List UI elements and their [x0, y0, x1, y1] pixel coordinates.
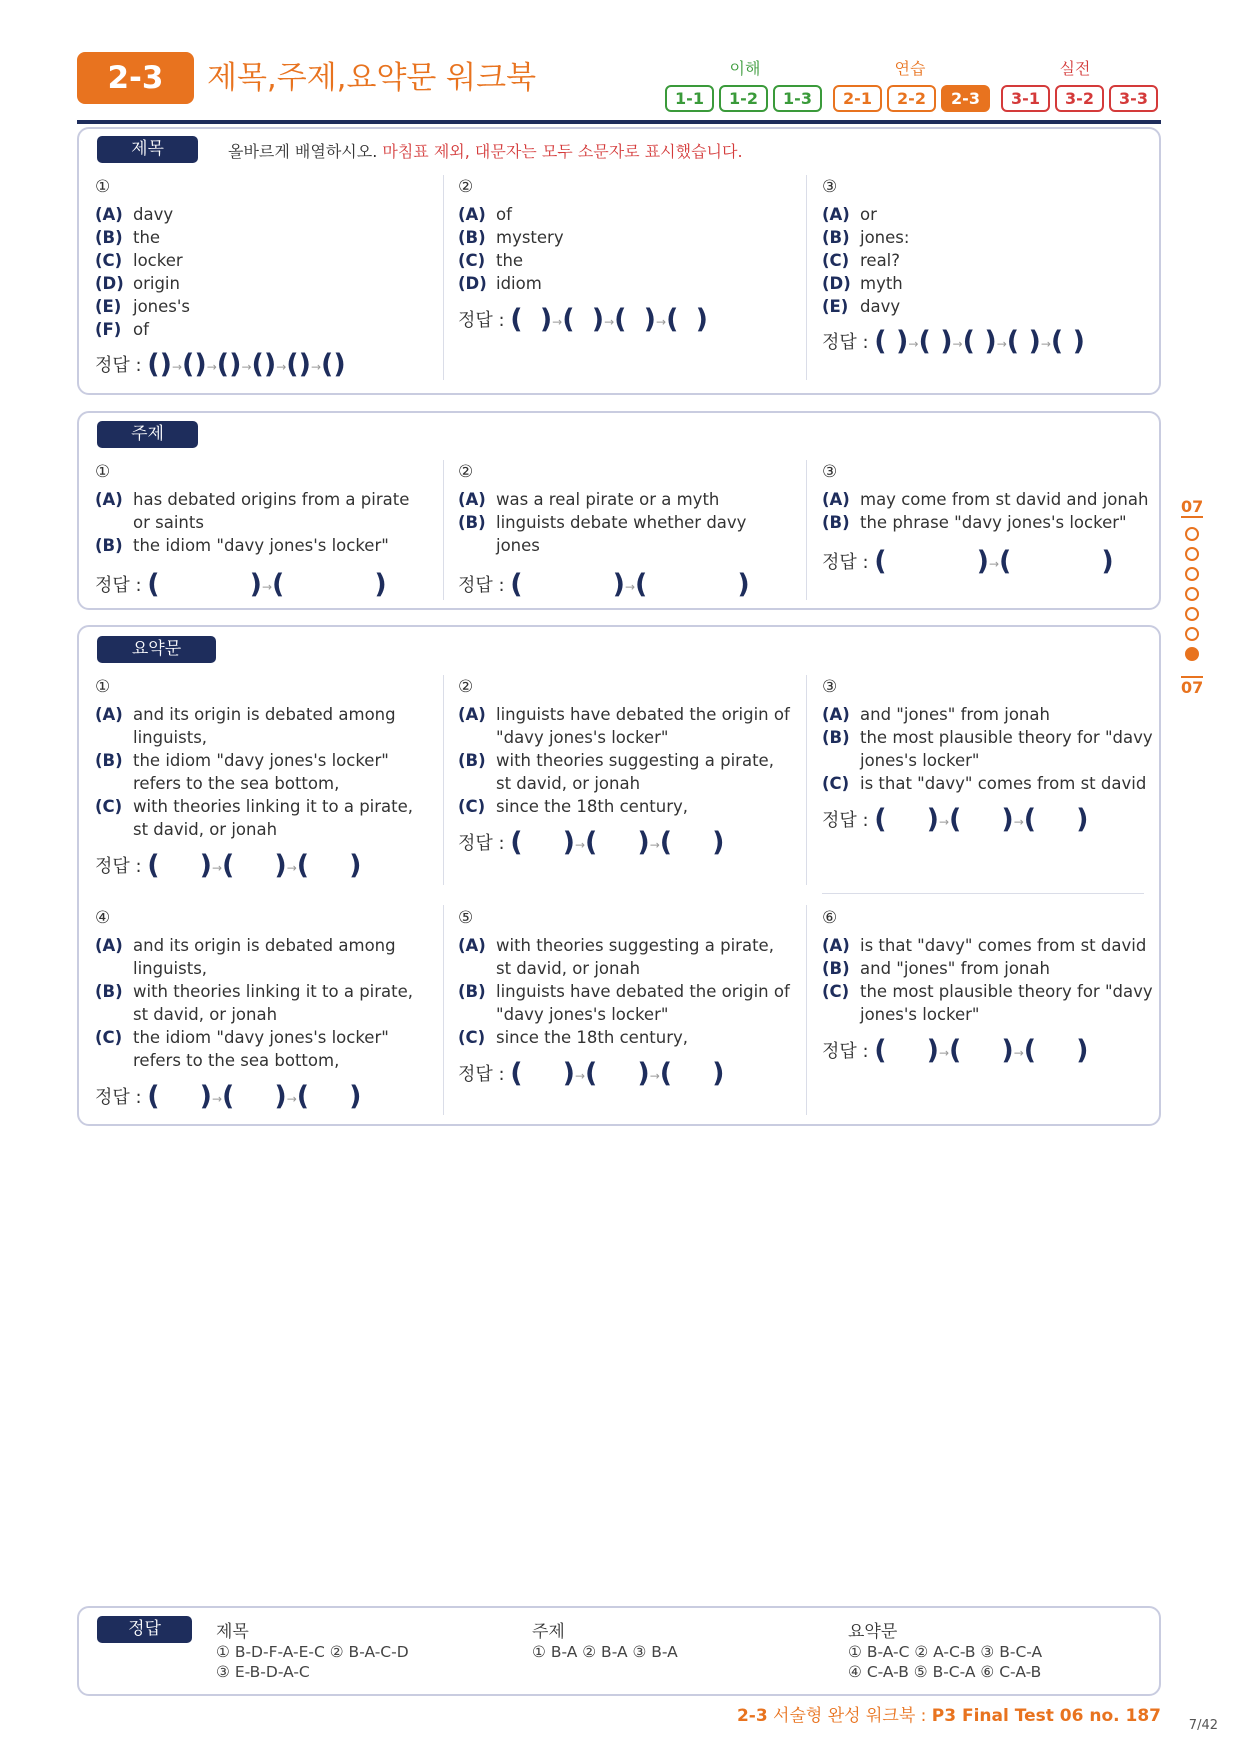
answer-line[interactable]: 정답 : ()→()→()→()→()→() — [95, 349, 346, 380]
page-number: 7/42 — [1188, 1718, 1218, 1733]
footer-text: 서술형 완성 워크북 : — [767, 1706, 932, 1726]
page-title: 제목,주제,요약문 워크북 — [207, 60, 537, 96]
divider — [443, 460, 444, 600]
section-label-summary: 요약문 — [97, 636, 216, 663]
answer-line[interactable]: 정답 : ( )→( )→( ) — [95, 850, 362, 881]
list-item: (D) idiom — [458, 274, 542, 293]
list-item: (C) with theories linking it to a pirate, st david, or jonah — [95, 797, 414, 839]
list-item: (B) linguists debate whether davy jones — [458, 513, 747, 555]
divider — [443, 175, 444, 380]
list-item: (B) and "jones" from jonah — [822, 959, 1050, 978]
title-question-2 — [458, 176, 793, 295]
list-item: (A) and its origin is debated among linguists, — [95, 936, 396, 978]
progress-dot — [1185, 527, 1199, 541]
divider — [806, 460, 807, 600]
step-3-2[interactable]: 3-2 — [1055, 85, 1104, 112]
answer-key-summary-head: 요약문 — [848, 1622, 898, 1642]
step-2-3[interactable]: 2-3 — [941, 85, 990, 112]
summary-question-5 — [458, 907, 793, 1049]
list-item: (B) the most plausible theory for "davy jones's locker" — [822, 728, 1153, 770]
list-item: (C) the — [458, 251, 524, 270]
section-label-title: 제목 — [97, 136, 198, 163]
list-item: (A) is that "davy" comes from st david — [822, 936, 1147, 955]
step-1-2[interactable]: 1-2 — [719, 85, 768, 112]
list-item: (A) or — [822, 205, 877, 224]
answer-line[interactable]: 정답 : ( )→( ) — [458, 569, 750, 600]
topic-question-1 — [95, 461, 430, 557]
progress-dot — [1185, 567, 1199, 581]
step-3-3[interactable]: 3-3 — [1109, 85, 1158, 112]
instruction-text: 올바르게 배열하시오. — [228, 142, 378, 161]
progress-total: 07 — [1181, 678, 1204, 697]
question-number: ① — [95, 462, 111, 482]
question-number: ③ — [822, 177, 838, 197]
list-item: (D) myth — [822, 274, 903, 293]
answer-key-summary-line: ① B-A-C ② A-C-B ③ B-C-A — [848, 1643, 1043, 1661]
answer-key-topic-line: ① B-A ② B-A ③ B-A — [532, 1643, 678, 1661]
answer-key-summary-line: ④ C-A-B ⑤ B-C-A ⑥ C-A-B — [848, 1663, 1042, 1681]
question-number: ① — [95, 677, 111, 697]
list-item: (B) with theories suggesting a pirate, st david, or jonah — [458, 751, 774, 793]
section-label-topic: 주제 — [97, 421, 198, 448]
answer-line[interactable]: 정답 : ( )→( )→( ) — [822, 804, 1089, 835]
list-item: (B) linguists have debated the origin of "davy jones's locker" — [458, 982, 790, 1024]
list-item: (A) was a real pirate or a myth — [458, 490, 720, 509]
lesson-badge: 2-3 — [77, 52, 194, 104]
list-item: (A) has debated origins from a pirate or saints — [95, 490, 410, 532]
list-item: (F) of — [95, 320, 149, 339]
answer-key-topic-head: 주제 — [532, 1622, 565, 1642]
summary-question-4 — [95, 907, 430, 1072]
answer-key-label: 정답 — [97, 1616, 192, 1643]
list-item: (D) origin — [95, 274, 180, 293]
answer-line[interactable]: 정답 : ( )→( )→( )→( ) — [458, 304, 708, 335]
list-item: (B) the idiom "davy jones's locker" — [95, 536, 389, 555]
answer-line[interactable]: 정답 : ( )→( ) — [95, 569, 387, 600]
summary-question-6 — [822, 907, 1157, 1026]
title-question-3 — [822, 176, 1157, 318]
list-item: (E) jones's — [95, 297, 191, 316]
summary-question-2 — [458, 676, 793, 818]
footer-source: P3 Final Test 06 no. 187 — [931, 1706, 1161, 1726]
footer — [737, 1701, 1161, 1726]
step-2-1[interactable]: 2-1 — [833, 85, 882, 112]
question-number: ③ — [822, 677, 838, 697]
question-number: ③ — [822, 462, 838, 482]
step-1-3[interactable]: 1-3 — [773, 85, 822, 112]
progress-dot-current — [1185, 647, 1199, 661]
answer-line[interactable]: 정답 : ( )→( )→( ) — [822, 1035, 1089, 1066]
answer-line[interactable]: 정답 : ( )→( )→( ) — [458, 827, 725, 858]
answer-key-title-line: ③ E-B-D-A-C — [216, 1663, 310, 1681]
divider — [806, 175, 807, 380]
footer-lesson: 2-3 — [736, 1706, 768, 1726]
question-number: ④ — [95, 908, 111, 928]
step-3-1[interactable]: 3-1 — [1001, 85, 1050, 112]
topic-question-2 — [458, 461, 793, 557]
question-number: ② — [458, 677, 474, 697]
list-item: (B) the — [95, 228, 161, 247]
list-item: (C) the most plausible theory for "davy jones's locker" — [822, 982, 1153, 1024]
progress-dot — [1185, 547, 1199, 561]
header-rule — [77, 120, 1161, 124]
title-question-1 — [95, 176, 430, 341]
answer-line[interactable]: 정답 : ( )→( )→( ) — [95, 1081, 362, 1112]
answer-key-title-head: 제목 — [216, 1622, 249, 1642]
list-item: (C) since the 18th century, — [458, 1028, 688, 1047]
group-label-real: 실전 — [1059, 59, 1091, 78]
step-1-1[interactable]: 1-1 — [665, 85, 714, 112]
group-label-practice: 연습 — [894, 59, 926, 78]
list-item: (B) the idiom "davy jones's locker" refers to the sea bottom, — [95, 751, 389, 793]
answer-line[interactable]: 정답 : ( )→( )→( )→( )→( ) — [822, 326, 1086, 357]
list-item: (E) davy — [822, 297, 901, 316]
progress-current: 07 — [1181, 497, 1204, 516]
list-item: (A) may come from st david and jonah — [822, 490, 1149, 509]
progress-dot — [1185, 607, 1199, 621]
instruction — [228, 139, 743, 162]
list-item: (C) the idiom "davy jones's locker" refers to the sea bottom, — [95, 1028, 389, 1070]
summary-question-1 — [95, 676, 430, 841]
divider — [443, 675, 444, 885]
progress-dot — [1185, 627, 1199, 641]
instruction-note: 마침표 제외, 대문자는 모두 소문자로 표시했습니다. — [377, 142, 743, 161]
list-item: (A) and "jones" from jonah — [822, 705, 1050, 724]
list-item: (B) jones: — [822, 228, 910, 247]
list-item: (B) mystery — [458, 228, 564, 247]
divider — [443, 905, 444, 1115]
list-item: (C) real? — [822, 251, 901, 270]
list-item: (A) of — [458, 205, 512, 224]
question-number: ② — [458, 462, 474, 482]
list-item: (C) locker — [95, 251, 183, 270]
list-item: (A) and its origin is debated among linguists, — [95, 705, 396, 747]
divider — [822, 893, 1144, 894]
list-item: (A) linguists have debated the origin of "davy jones's locker" — [458, 705, 790, 747]
question-number: ① — [95, 177, 111, 197]
topic-question-3 — [822, 461, 1157, 534]
answer-line[interactable]: 정답 : ( )→( ) — [822, 546, 1114, 577]
divider — [806, 675, 807, 885]
group-label-understand: 이해 — [729, 59, 761, 78]
question-number: ⑥ — [822, 908, 838, 928]
list-item: (C) is that "davy" comes from st david — [822, 774, 1147, 793]
list-item: (A) davy — [95, 205, 174, 224]
list-item: (A) with theories suggesting a pirate, st david, or jonah — [458, 936, 774, 978]
answer-line[interactable]: 정답 : ( )→( )→( ) — [458, 1058, 725, 1089]
step-2-2[interactable]: 2-2 — [887, 85, 936, 112]
question-number: ② — [458, 177, 474, 197]
progress-dot — [1185, 587, 1199, 601]
answer-key-title-line: ① B-D-F-A-E-C ② B-A-C-D — [216, 1643, 409, 1661]
list-item: (C) since the 18th century, — [458, 797, 688, 816]
list-item: (B) the phrase "davy jones's locker" — [822, 513, 1127, 532]
divider — [806, 905, 807, 1115]
summary-question-3 — [822, 676, 1157, 795]
question-number: ⑤ — [458, 908, 474, 928]
list-item: (B) with theories linking it to a pirate, st david, or jonah — [95, 982, 414, 1024]
